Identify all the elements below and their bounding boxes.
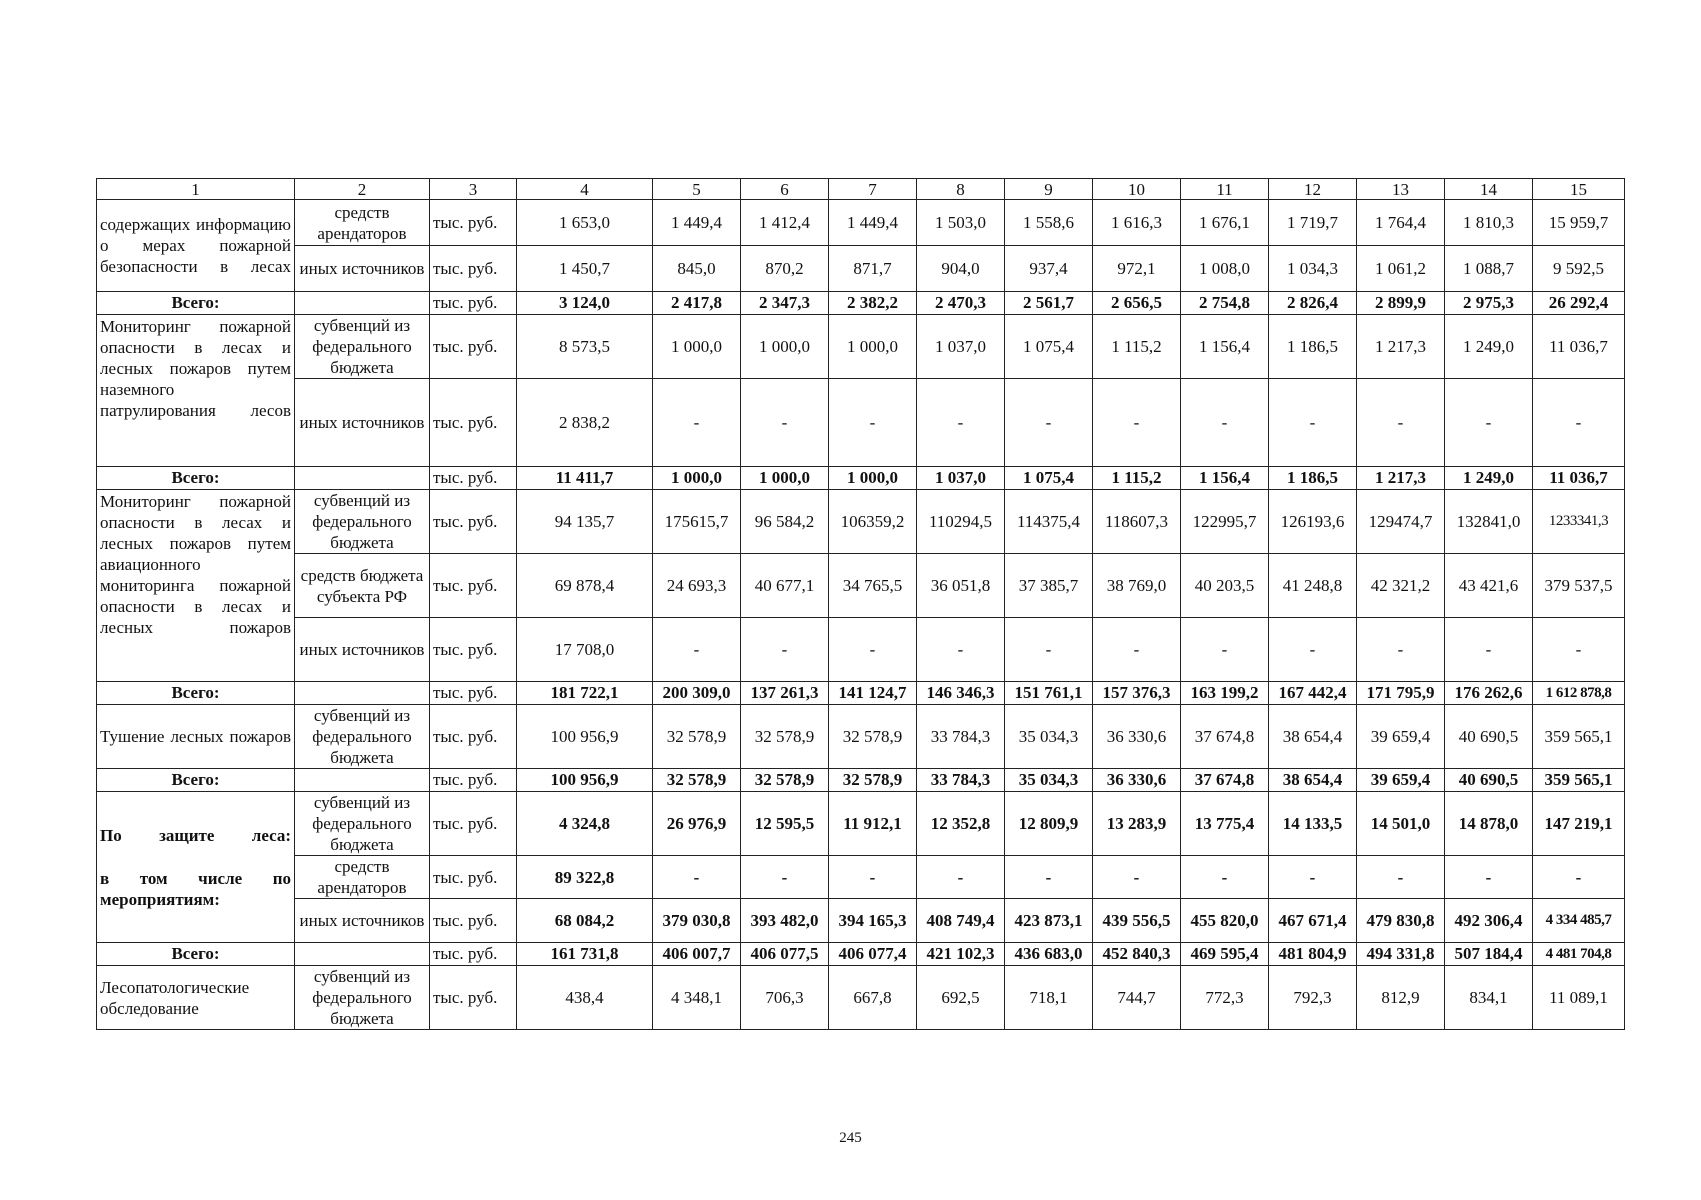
table-row	[97, 618, 1625, 682]
total-value-cell: 2 656,5	[1093, 292, 1181, 315]
value-cell: 1 449,4	[829, 200, 917, 246]
activity-name-cell	[97, 792, 295, 943]
value-cell: -	[1005, 618, 1093, 682]
value-cell: 1 000,0	[829, 315, 917, 379]
value-cell: 106359,2	[829, 490, 917, 554]
header-row	[97, 179, 1625, 200]
value-cell: -	[741, 856, 829, 899]
table-row	[97, 856, 1625, 899]
total-value-cell: 1 000,0	[741, 467, 829, 490]
total-value-cell: 469 595,4	[1181, 943, 1269, 966]
value-cell: -	[1181, 379, 1269, 467]
total-row	[97, 682, 1625, 705]
value-cell: 870,2	[741, 246, 829, 292]
unit-cell: тыс. руб.	[430, 618, 517, 682]
value-cell: 359 565,1	[1533, 705, 1625, 769]
value-cell: 89 322,8	[517, 856, 653, 899]
unit-cell: тыс. руб.	[430, 792, 517, 856]
total-value-cell: 36 330,6	[1093, 769, 1181, 792]
activity-name-cell: Лесопатологические обследование	[97, 966, 295, 1030]
value-cell: -	[917, 618, 1005, 682]
total-label: Всего:	[97, 682, 295, 705]
total-value-cell: 1 075,4	[1005, 467, 1093, 490]
funding-source: субвенций из федерального бюджета	[295, 490, 430, 554]
value-cell: 1 676,1	[1181, 200, 1269, 246]
value-cell: 12 809,9	[1005, 792, 1093, 856]
column-number-13: 13	[1357, 179, 1445, 200]
value-cell: 32 578,9	[741, 705, 829, 769]
value-cell: 845,0	[653, 246, 741, 292]
unit-cell: тыс. руб.	[430, 769, 517, 792]
total-value-cell: 2 470,3	[917, 292, 1005, 315]
value-cell: 15 959,7	[1533, 200, 1625, 246]
total-value-cell: 32 578,9	[829, 769, 917, 792]
value-cell: 744,7	[1093, 966, 1181, 1030]
total-row	[97, 769, 1625, 792]
value-cell: 1 088,7	[1445, 246, 1533, 292]
funding-source: иных источников	[295, 379, 430, 467]
total-value-cell: 2 826,4	[1269, 292, 1357, 315]
total-value-cell: 1 037,0	[917, 467, 1005, 490]
value-cell: 667,8	[829, 966, 917, 1030]
unit-cell: тыс. руб.	[430, 315, 517, 379]
value-cell: 1 075,4	[1005, 315, 1093, 379]
value-cell: -	[829, 856, 917, 899]
value-cell: 68 084,2	[517, 899, 653, 943]
value-cell: 1 156,4	[1181, 315, 1269, 379]
column-number-12: 12	[1269, 179, 1357, 200]
column-number-15: 15	[1533, 179, 1625, 200]
total-value-cell: 26 292,4	[1533, 292, 1625, 315]
value-cell: 393 482,0	[741, 899, 829, 943]
value-cell: 38 654,4	[1269, 705, 1357, 769]
unit-cell: тыс. руб.	[430, 467, 517, 490]
total-value-cell: 1 000,0	[829, 467, 917, 490]
value-cell: 96 584,2	[741, 490, 829, 554]
total-value-cell: 452 840,3	[1093, 943, 1181, 966]
value-cell: 1 037,0	[917, 315, 1005, 379]
value-cell: 706,3	[741, 966, 829, 1030]
total-value-cell: 171 795,9	[1357, 682, 1445, 705]
column-number-7: 7	[829, 179, 917, 200]
value-cell: 38 769,0	[1093, 554, 1181, 618]
unit-cell: тыс. руб.	[430, 379, 517, 467]
table-row	[97, 315, 1625, 379]
total-row	[97, 943, 1625, 966]
total-value-cell: 146 346,3	[917, 682, 1005, 705]
unit-cell: тыс. руб.	[430, 856, 517, 899]
funding-source: средств арендаторов	[295, 200, 430, 246]
value-cell: 1 616,3	[1093, 200, 1181, 246]
value-cell: 1 719,7	[1269, 200, 1357, 246]
value-cell: 1 810,3	[1445, 200, 1533, 246]
total-value-cell: 406 077,4	[829, 943, 917, 966]
value-cell: 379 537,5	[1533, 554, 1625, 618]
total-value-cell: 1 217,3	[1357, 467, 1445, 490]
value-cell: 1 249,0	[1445, 315, 1533, 379]
total-value-cell: 157 376,3	[1093, 682, 1181, 705]
value-cell: 26 976,9	[653, 792, 741, 856]
column-number-9: 9	[1005, 179, 1093, 200]
value-cell: 37 385,7	[1005, 554, 1093, 618]
value-cell: 129474,7	[1357, 490, 1445, 554]
total-value-cell: 33 784,3	[917, 769, 1005, 792]
total-value-cell: 2 754,8	[1181, 292, 1269, 315]
total-label: Всего:	[97, 769, 295, 792]
value-cell: 40 677,1	[741, 554, 829, 618]
column-number-4: 4	[517, 179, 653, 200]
value-cell: -	[1181, 618, 1269, 682]
budget-table-sheet	[96, 178, 1624, 1030]
value-cell: 14 878,0	[1445, 792, 1533, 856]
column-number-10: 10	[1093, 179, 1181, 200]
column-number-6: 6	[741, 179, 829, 200]
value-cell: 467 671,4	[1269, 899, 1357, 943]
value-cell: 37 674,8	[1181, 705, 1269, 769]
value-cell: -	[1005, 856, 1093, 899]
value-cell: 1 008,0	[1181, 246, 1269, 292]
value-cell: -	[741, 618, 829, 682]
value-cell: 14 501,0	[1357, 792, 1445, 856]
total-value-cell: 507 184,4	[1445, 943, 1533, 966]
total-value-cell: 1 115,2	[1093, 467, 1181, 490]
value-cell: 1 449,4	[653, 200, 741, 246]
total-value-cell: 167 442,4	[1269, 682, 1357, 705]
value-cell: -	[653, 379, 741, 467]
total-row	[97, 467, 1625, 490]
total-source-empty	[295, 292, 430, 315]
value-cell: 1 034,3	[1269, 246, 1357, 292]
value-cell: 1 000,0	[741, 315, 829, 379]
value-cell: -	[1533, 856, 1625, 899]
value-cell: 132841,0	[1445, 490, 1533, 554]
value-cell: -	[1357, 856, 1445, 899]
value-cell: 4 334 485,7	[1533, 899, 1625, 943]
table-row	[97, 379, 1625, 467]
value-cell: 40 690,5	[1445, 705, 1533, 769]
value-cell: 2 838,2	[517, 379, 653, 467]
value-cell: 379 030,8	[653, 899, 741, 943]
total-row	[97, 292, 1625, 315]
table-row	[97, 246, 1625, 292]
total-value-cell: 151 761,1	[1005, 682, 1093, 705]
value-cell: 126193,6	[1269, 490, 1357, 554]
total-source-empty	[295, 467, 430, 490]
unit-cell: тыс. руб.	[430, 490, 517, 554]
value-cell: 834,1	[1445, 966, 1533, 1030]
value-cell: 1 558,6	[1005, 200, 1093, 246]
activity-name-cell: Мониторинг пожарной опасности в лесах и лесных пожаров путем наземного патрулирования лесов	[97, 315, 295, 467]
column-number-5: 5	[653, 179, 741, 200]
value-cell: 1 503,0	[917, 200, 1005, 246]
total-value-cell: 3 124,0	[517, 292, 653, 315]
value-cell: 438,4	[517, 966, 653, 1030]
total-value-cell: 1 156,4	[1181, 467, 1269, 490]
funding-source: средств бюджета субъекта РФ	[295, 554, 430, 618]
value-cell: 1233341,3	[1533, 490, 1625, 554]
unit-cell: тыс. руб.	[430, 554, 517, 618]
total-value-cell: 4 481 704,8	[1533, 943, 1625, 966]
value-cell: 13 775,4	[1181, 792, 1269, 856]
total-value-cell: 1 000,0	[653, 467, 741, 490]
column-number-2: 2	[295, 179, 430, 200]
value-cell: -	[1533, 379, 1625, 467]
value-cell: 904,0	[917, 246, 1005, 292]
value-cell: 972,1	[1093, 246, 1181, 292]
funding-source: субвенций из федерального бюджета	[295, 966, 430, 1030]
value-cell: -	[1093, 379, 1181, 467]
column-number-8: 8	[917, 179, 1005, 200]
total-value-cell: 1 186,5	[1269, 467, 1357, 490]
total-value-cell: 163 199,2	[1181, 682, 1269, 705]
value-cell: 43 421,6	[1445, 554, 1533, 618]
value-cell: 11 036,7	[1533, 315, 1625, 379]
total-label: Всего:	[97, 292, 295, 315]
table-row	[97, 200, 1625, 246]
value-cell: -	[917, 379, 1005, 467]
total-value-cell: 11 036,7	[1533, 467, 1625, 490]
total-value-cell: 141 124,7	[829, 682, 917, 705]
value-cell: 1 115,2	[1093, 315, 1181, 379]
total-value-cell: 406 077,5	[741, 943, 829, 966]
value-cell: 12 352,8	[917, 792, 1005, 856]
activity-name-cell: Тушение лесных пожаров	[97, 705, 295, 769]
value-cell: -	[1357, 618, 1445, 682]
value-cell: 12 595,5	[741, 792, 829, 856]
total-value-cell: 32 578,9	[741, 769, 829, 792]
value-cell: 439 556,5	[1093, 899, 1181, 943]
funding-source: субвенций из федерального бюджета	[295, 792, 430, 856]
value-cell: -	[1269, 618, 1357, 682]
total-value-cell: 32 578,9	[653, 769, 741, 792]
total-value-cell: 406 007,7	[653, 943, 741, 966]
total-value-cell: 494 331,8	[1357, 943, 1445, 966]
value-cell: 792,3	[1269, 966, 1357, 1030]
value-cell: 42 321,2	[1357, 554, 1445, 618]
column-number-3: 3	[430, 179, 517, 200]
unit-cell: тыс. руб.	[430, 246, 517, 292]
value-cell: -	[741, 379, 829, 467]
value-cell: 147 219,1	[1533, 792, 1625, 856]
unit-cell: тыс. руб.	[430, 966, 517, 1030]
total-value-cell: 137 261,3	[741, 682, 829, 705]
value-cell: 33 784,3	[917, 705, 1005, 769]
total-value-cell: 2 975,3	[1445, 292, 1533, 315]
total-value-cell: 2 899,9	[1357, 292, 1445, 315]
value-cell: 122995,7	[1181, 490, 1269, 554]
total-source-empty	[295, 682, 430, 705]
column-number-14: 14	[1445, 179, 1533, 200]
funding-source: иных источников	[295, 899, 430, 943]
column-number-11: 11	[1181, 179, 1269, 200]
value-cell: 35 034,3	[1005, 705, 1093, 769]
total-value-cell: 359 565,1	[1533, 769, 1625, 792]
value-cell: 69 878,4	[517, 554, 653, 618]
total-value-cell: 1 612 878,8	[1533, 682, 1625, 705]
value-cell: 1 450,7	[517, 246, 653, 292]
total-value-cell: 1 249,0	[1445, 467, 1533, 490]
value-cell: 1 186,5	[1269, 315, 1357, 379]
unit-cell: тыс. руб.	[430, 292, 517, 315]
value-cell: 94 135,7	[517, 490, 653, 554]
value-cell: 14 133,5	[1269, 792, 1357, 856]
funding-source: иных источников	[295, 618, 430, 682]
value-cell: 40 203,5	[1181, 554, 1269, 618]
total-value-cell: 200 309,0	[653, 682, 741, 705]
value-cell: -	[1093, 856, 1181, 899]
value-cell: 455 820,0	[1181, 899, 1269, 943]
value-cell: -	[1181, 856, 1269, 899]
value-cell: 32 578,9	[829, 705, 917, 769]
total-value-cell: 100 956,9	[517, 769, 653, 792]
value-cell: 871,7	[829, 246, 917, 292]
total-value-cell: 40 690,5	[1445, 769, 1533, 792]
total-value-cell: 2 347,3	[741, 292, 829, 315]
column-number-1: 1	[97, 179, 295, 200]
value-cell: -	[653, 618, 741, 682]
total-label: Всего:	[97, 943, 295, 966]
total-value-cell: 39 659,4	[1357, 769, 1445, 792]
value-cell: 114375,4	[1005, 490, 1093, 554]
funding-source: субвенций из федерального бюджета	[295, 705, 430, 769]
value-cell: 17 708,0	[517, 618, 653, 682]
value-cell: 39 659,4	[1357, 705, 1445, 769]
value-cell: 1 653,0	[517, 200, 653, 246]
total-value-cell: 37 674,8	[1181, 769, 1269, 792]
total-value-cell: 35 034,3	[1005, 769, 1093, 792]
table-row	[97, 490, 1625, 554]
activity-name-cell: содержащих информацию о мерах пожарной безопасности в лесах	[97, 200, 295, 292]
value-cell: -	[1445, 618, 1533, 682]
table-row	[97, 966, 1625, 1030]
funding-source: средств арендаторов	[295, 856, 430, 899]
total-value-cell: 436 683,0	[1005, 943, 1093, 966]
table-row	[97, 899, 1625, 943]
table-row	[97, 705, 1625, 769]
total-value-cell: 38 654,4	[1269, 769, 1357, 792]
total-source-empty	[295, 769, 430, 792]
page-number-text: 245	[839, 1130, 862, 1146]
table-row	[97, 554, 1625, 618]
value-cell: 492 306,4	[1445, 899, 1533, 943]
value-cell: 8 573,5	[517, 315, 653, 379]
value-cell: 32 578,9	[653, 705, 741, 769]
value-cell: 118607,3	[1093, 490, 1181, 554]
value-cell: 1 764,4	[1357, 200, 1445, 246]
value-cell: 100 956,9	[517, 705, 653, 769]
value-cell: 11 912,1	[829, 792, 917, 856]
value-cell: 1 061,2	[1357, 246, 1445, 292]
value-cell: -	[1445, 379, 1533, 467]
value-cell: -	[1445, 856, 1533, 899]
unit-cell: тыс. руб.	[430, 899, 517, 943]
value-cell: -	[1533, 618, 1625, 682]
total-value-cell: 2 561,7	[1005, 292, 1093, 315]
unit-cell: тыс. руб.	[430, 682, 517, 705]
unit-cell: тыс. руб.	[430, 943, 517, 966]
value-cell: 41 248,8	[1269, 554, 1357, 618]
total-label: Всего:	[97, 467, 295, 490]
value-cell: 4 348,1	[653, 966, 741, 1030]
activity-name-line: По защите леса:	[100, 825, 291, 845]
value-cell: 4 324,8	[517, 792, 653, 856]
value-cell: 11 089,1	[1533, 966, 1625, 1030]
value-cell: 718,1	[1005, 966, 1093, 1030]
page-number	[0, 1130, 1701, 1147]
value-cell: -	[829, 618, 917, 682]
table-row	[97, 792, 1625, 856]
total-value-cell: 11 411,7	[517, 467, 653, 490]
funding-source: иных источников	[295, 246, 430, 292]
value-cell: 394 165,3	[829, 899, 917, 943]
value-cell: 1 000,0	[653, 315, 741, 379]
value-cell: 36 051,8	[917, 554, 1005, 618]
total-value-cell: 176 262,6	[1445, 682, 1533, 705]
activity-name-line: в том числе по мероприятиям:	[100, 868, 291, 909]
value-cell: 9 592,5	[1533, 246, 1625, 292]
value-cell: -	[829, 379, 917, 467]
value-cell: 175615,7	[653, 490, 741, 554]
unit-cell: тыс. руб.	[430, 200, 517, 246]
value-cell: -	[917, 856, 1005, 899]
total-value-cell: 421 102,3	[917, 943, 1005, 966]
value-cell: -	[1357, 379, 1445, 467]
value-cell: 812,9	[1357, 966, 1445, 1030]
total-value-cell: 2 417,8	[653, 292, 741, 315]
value-cell: 1 217,3	[1357, 315, 1445, 379]
value-cell: 24 693,3	[653, 554, 741, 618]
unit-cell: тыс. руб.	[430, 705, 517, 769]
activity-name-cell: Мониторинг пожарной опасности в лесах и лесных пожаров путем авиационного мониторинга пожарной опасности в лесах и лесных пожаров	[97, 490, 295, 682]
value-cell: 937,4	[1005, 246, 1093, 292]
value-cell: 479 830,8	[1357, 899, 1445, 943]
value-cell: 1 412,4	[741, 200, 829, 246]
value-cell: -	[653, 856, 741, 899]
funding-source: субвенций из федерального бюджета	[295, 315, 430, 379]
total-value-cell: 161 731,8	[517, 943, 653, 966]
total-source-empty	[295, 943, 430, 966]
value-cell: 13 283,9	[1093, 792, 1181, 856]
budget-table	[96, 178, 1625, 1030]
value-cell: 408 749,4	[917, 899, 1005, 943]
total-value-cell: 481 804,9	[1269, 943, 1357, 966]
value-cell: -	[1005, 379, 1093, 467]
value-cell: -	[1269, 379, 1357, 467]
value-cell: -	[1093, 618, 1181, 682]
value-cell: 36 330,6	[1093, 705, 1181, 769]
value-cell: 110294,5	[917, 490, 1005, 554]
value-cell: 772,3	[1181, 966, 1269, 1030]
value-cell: -	[1269, 856, 1357, 899]
value-cell: 34 765,5	[829, 554, 917, 618]
value-cell: 692,5	[917, 966, 1005, 1030]
total-value-cell: 181 722,1	[517, 682, 653, 705]
total-value-cell: 2 382,2	[829, 292, 917, 315]
value-cell: 423 873,1	[1005, 899, 1093, 943]
